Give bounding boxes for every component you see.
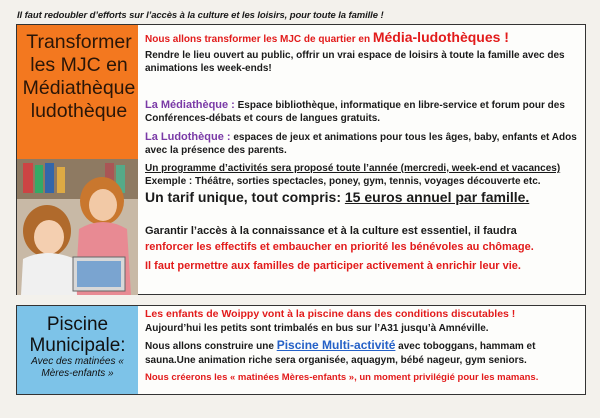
mjc-side-title: Transformer les MJC en Médiathèque ludothèque xyxy=(22,31,136,122)
mediatheque-paragraph: La Médiathèque : Espace bibliothèque, informatique en libre-service et forum pour des Conférences-débats et cours de langues gratuits. xyxy=(145,99,565,124)
piscine-side-title: Piscine Municipale: xyxy=(29,314,126,356)
effectifs-line: renforcer les effectifs et embaucher en priorité les bénévoles au chômage. xyxy=(145,241,534,253)
children-computer-photo xyxy=(17,159,138,295)
piscine-side-subtitle: Avec des matinées « Mères-enfants » xyxy=(31,356,124,379)
piscine-side-box xyxy=(17,306,138,394)
guarantee-line: Garantir l’accès à la connaissance et à la culture est essentiel, il faudra xyxy=(145,225,517,237)
mjc-panel xyxy=(16,24,586,295)
top-banner: Il faut redoubler d’efforts sur l’accès à la culture et les loisirs, pour toute la famille ! xyxy=(17,10,384,21)
photo-illustration xyxy=(17,159,138,295)
piscine-line2: Nous allons construire une Piscine Multi-activité avec toboggans, hammam et sauna.Une animation riche sera organisée, aquagym, bébé nageur, gym seniors. xyxy=(145,338,536,366)
mjc-intro: Rendre le lieu ouvert au public, offrir un vrai espace de loisirs à toute la famille avec des animations les week-ends! xyxy=(145,50,565,74)
piscine-headline: Les enfants de Woippy vont à la piscine dans des conditions discutables ! xyxy=(145,308,516,320)
ludotheque-paragraph: La Ludothèque : espaces de jeux et animations pour tous les âges, baby, enfants et Ados avec la présence des parents. xyxy=(145,131,577,156)
piscine-line3: Nous créerons les « matinées Mères-enfants », un moment privilégié pour les mamans. xyxy=(145,372,539,383)
tarif-line: Un tarif unique, tout compris: 15 euros annuel par famille. xyxy=(145,189,530,205)
piscine-panel xyxy=(16,305,586,395)
programme-line: Un programme d’activités sera proposé toute l’année (mercredi, week-end et vacances) xyxy=(145,163,561,174)
piscine-multi-activite-link: Piscine Multi-activité xyxy=(276,338,396,352)
exemple-line: Exemple : Théâtre, sorties spectacles, poney, gym, tennis, voyages découverte etc. xyxy=(145,176,541,187)
piscine-line1: Aujourd’hui les petits sont trimbalés en bus sur l’A31 jusqu’à Amnéville. xyxy=(145,323,489,334)
permettre-line: Il faut permettre aux familles de participer activement à enrichir leur vie. xyxy=(145,260,521,272)
mjc-headline: Nous allons transformer les MJC de quartier en Média-ludothèques ! xyxy=(145,29,509,45)
mjc-side-box xyxy=(17,25,138,159)
